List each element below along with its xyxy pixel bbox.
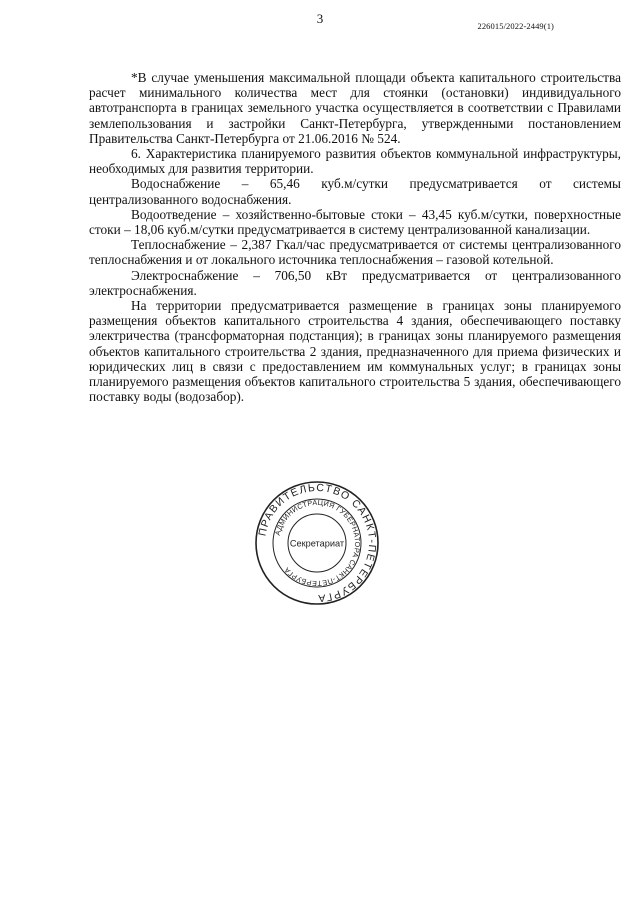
paragraph-water-supply: Водоснабжение – 65,46 куб.м/сутки предусматривается от системы централизованного водоснабжения.: [89, 176, 621, 207]
paragraph-drainage: Водоотведение – хозяйственно-бытовые стоки – 43,45 куб.м/сутки, поверхностные стоки – 18,06 куб.м/сутки предусматривается в систему централизованной канализации.: [89, 206, 621, 238]
stamp-inner-text: АДМИНИСТРАЦИЯ ГУБЕРНАТОРА САНКТ-ПЕТЕРБУРГА: [272, 497, 363, 589]
document-body: [89, 70, 621, 404]
stamp-seal-graphic: [254, 480, 380, 606]
paragraph-parking-note: *В случае уменьшения максимальной площади объекта капитального строительства расчет минимального количества мест для стоянки (остановки) индивидуального автотранспорта в границах земельного участка осуществляется в соответствии с Правилами землепользования и застройки Санкт-Петербурга, утвержденными постановлением Правительства Санкт-Петербурга от 21.06.2016 № 524.: [89, 70, 621, 146]
stamp-outer-text: ПРАВИТЕЛЬСТВО САНКТ-ПЕТЕРБУРГА: [256, 481, 379, 605]
paragraph-power-supply: Электроснабжение – 706,50 кВт предусматривается от централизованного электроснабжения.: [89, 267, 621, 298]
paragraph-facilities: На территории предусматривается размещение в границах зоны планируемого размещения объектов капитального строительства 4 здания, обеспечивающего поставку электричества (трансформаторная подстанция); в границах зоны планируемого размещения объектов капитального строительства 2 здания, предназначенного для приема физических и юридических лиц в связи с предоставлением им коммунальных услуг; в границах зоны планируемого размещения объектов капитального строительства 5 здания, обеспечивающего поставку воды (водозабор).: [89, 298, 621, 405]
page-number: 3: [316, 11, 324, 26]
document-reference: 226015/2022-2449(1): [477, 21, 554, 31]
secretariat-stamp: [254, 480, 380, 606]
stamp-center-text: Секретариат: [289, 538, 345, 549]
paragraph-heat-supply: Теплоснабжение – 2,387 Гкал/час предусматривается от системы централизованного теплоснабжения и от локального источника теплоснабжения – газовой котельной.: [89, 237, 621, 268]
paragraph-utilities-heading: 6. Характеристика планируемого развития объектов коммунальной инфраструктуры, необходимых для развития территории.: [89, 146, 621, 177]
